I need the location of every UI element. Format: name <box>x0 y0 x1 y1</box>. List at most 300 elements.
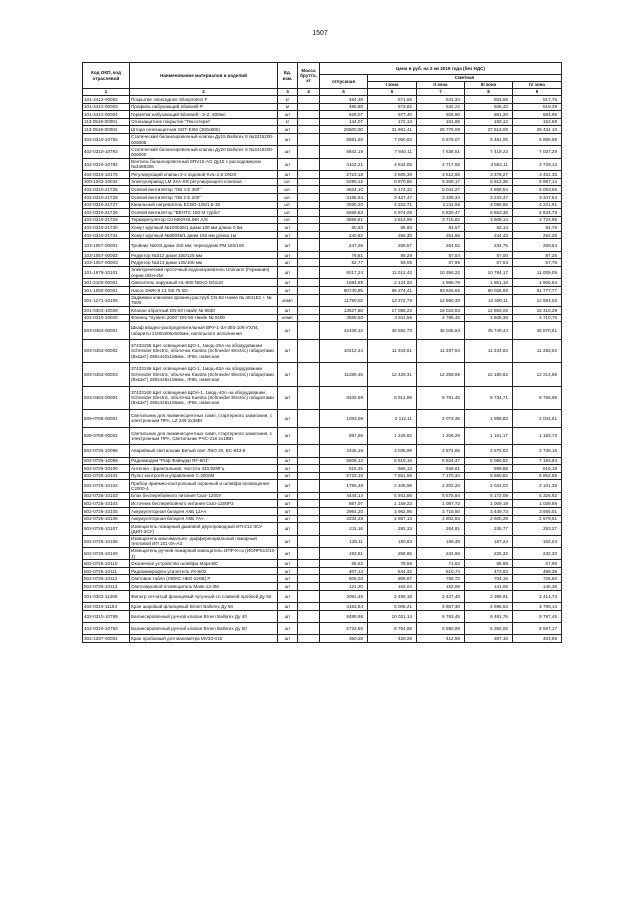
header-release-price: отпускная <box>320 75 368 89</box>
cell-unit: шт <box>278 133 298 145</box>
cell-zone-3: 5 172,09 <box>465 492 513 500</box>
cell-zone-1: 2 124,63 <box>368 279 417 287</box>
cell-zone-1: 8 912,89 <box>368 386 417 409</box>
cell-zone-2: 6 679,07 <box>417 133 465 145</box>
cell-code: 509-0768-00002 <box>83 427 130 445</box>
cell-name: Прибор приемно-контрольный охранный и шлейфа оповещения С2000-4 <box>130 480 278 492</box>
cell-name: Светильник для люминесцентных ламп, стартерного зажигания, с электронным ПРА, Светильник РЧС-218 2х18Вт <box>130 427 278 445</box>
cell-zone-2: 10 356,22 <box>417 267 465 279</box>
cell-zone-1: 79,59 <box>368 560 417 568</box>
cell-zone-2: 6 524,47 <box>417 457 465 465</box>
cell-release-price: 5508,12 <box>320 457 368 465</box>
cell-zone-3: 861,20 <box>465 111 513 119</box>
table-row <box>83 575 562 583</box>
cell-unit: шт <box>278 279 298 287</box>
cell-zone-1: 7 060,63 <box>368 133 417 145</box>
cell-zone-1: 2 112,11 <box>368 409 417 427</box>
column-number-row <box>83 89 562 96</box>
cell-zone-1: 258,30 <box>368 231 417 239</box>
cell-zone-3: 4 695,53 <box>465 603 513 611</box>
cell-zone-2: 169,49 <box>417 535 465 547</box>
cell-release-price: 4153,84 <box>320 603 368 611</box>
cell-name: Осевой вентилятор "BEHTC 150 M турбо" <box>130 209 278 217</box>
table-row <box>83 535 562 547</box>
cell-zone-3: 12 180,62 <box>465 363 513 386</box>
column-number: 2 <box>130 89 278 96</box>
cell-code: 402-0310-21728 <box>83 193 130 201</box>
cell-zone-4: 8 756,99 <box>513 386 562 409</box>
cell-zone-4: 616,18 <box>513 465 562 473</box>
cell-zone-1: 6 754,68 <box>368 623 417 635</box>
cell-zone-1: 269,57 <box>368 239 417 251</box>
cell-unit: шт <box>278 567 298 575</box>
cell-mass <box>298 515 320 523</box>
cell-code: 101-4412-00003 <box>83 103 130 111</box>
cell-name: Фильтр сетчатый фланцевый чугунный со сливной пробкой Ду 50 <box>130 590 278 602</box>
cell-release-price: 5290,12 <box>320 178 368 186</box>
table-row <box>83 409 562 427</box>
cell-code: 402-0310-10792 <box>83 133 130 145</box>
cell-zone-3: 12 490,11 <box>465 294 513 306</box>
cell-zone-2: 7 638,51 <box>417 146 465 158</box>
cell-code: 502-0726-10100 <box>83 465 130 473</box>
cell-zone-1: 11 403,61 <box>368 339 417 362</box>
cell-name: Аккумуляторная батарея АКБ 7Ач <box>130 515 278 523</box>
cell-zone-4: 12 214,68 <box>513 363 562 386</box>
cell-zone-2: 57,95 <box>417 259 465 267</box>
cell-release-price: 350,28 <box>320 635 368 643</box>
cell-release-price: 2234,28 <box>320 515 368 523</box>
cell-release-price: 515,45 <box>320 465 368 473</box>
cell-release-price: 247,28 <box>320 239 368 251</box>
cell-zone-2: 5 575,94 <box>417 492 465 500</box>
cell-zone-2: 3 715,82 <box>417 216 465 224</box>
table-row <box>83 492 562 500</box>
cell-mass <box>298 279 320 287</box>
cell-zone-1: 258,65 <box>368 547 417 559</box>
cell-zone-3: 45 749,44 <box>465 322 513 340</box>
cell-name: Тройник №033 диам 150 мм; переходник РМ 150/160 <box>130 239 278 251</box>
cell-zone-1: 180,63 <box>368 535 417 547</box>
cell-zone-1: 6 870,85 <box>368 178 417 186</box>
cell-zone-3: 225,32 <box>465 547 513 559</box>
cell-zone-4: 4 710,76 <box>513 314 562 322</box>
cell-code: 402-0310-10175 <box>83 171 130 179</box>
cell-mass <box>298 239 320 251</box>
cell-name: 37433156 Щит освещения ЩО-1, 1мод=25А на оборудовании Schneider Electric, оболочка Kaedra (Schneider Electric) габаритами (ВхШхГ) 280х440х156мм., IP65, навесная <box>130 339 278 362</box>
cell-code: 301-2100-00001 <box>83 279 130 287</box>
cell-unit: шт <box>278 224 298 232</box>
cell-code: 502-0726-10106 <box>83 515 130 523</box>
cell-zone-2: 4 857,30 <box>417 603 465 611</box>
cell-name: Задвижка клиновая фланец-раструб CN-63 Hawle № 4041E2 + № 7600 <box>130 294 278 306</box>
cell-zone-3: 3 449,73 <box>465 507 513 515</box>
table-row <box>83 201 562 209</box>
cell-name: Хомут крупный №100035/1 диам 100 мм длина 0,5м <box>130 224 278 232</box>
cell-name: Пульт контроля и управления С-2000М <box>130 472 278 480</box>
cell-zone-2: 5 041,27 <box>417 186 465 194</box>
cell-zone-1: 977,40 <box>368 111 417 119</box>
table-row <box>83 363 562 386</box>
cell-mass <box>298 492 320 500</box>
cell-release-price: 987,59 <box>320 427 368 445</box>
cell-code: 103-1057-00001 <box>83 239 130 251</box>
cell-zone-4: 87,25 <box>513 251 562 259</box>
table-row <box>83 314 562 322</box>
cell-name: Антенна - фрактальная, частота 433,92МГц <box>130 465 278 473</box>
cell-name: Канальный нагреватель ЕСВО-125/1,5-18 <box>130 201 278 209</box>
cell-code: 509-0768-00001 <box>83 409 130 427</box>
cell-zone-4: 162,04 <box>513 535 562 547</box>
cell-unit: шт <box>278 623 298 635</box>
cell-zone-1: 7 840,11 <box>368 146 417 158</box>
cell-zone-1: 46 682,73 <box>368 322 417 340</box>
cell-release-price: 13527,88 <box>320 307 368 315</box>
table-row <box>83 186 562 194</box>
cell-zone-2: 3 339,34 <box>417 193 465 201</box>
cell-name: Световое табло (ЛЮКС НБО-220В) Р <box>130 575 278 583</box>
cell-unit: шт <box>278 307 298 315</box>
table-row <box>83 590 562 602</box>
cell-code: 502-0726-10112 <box>83 575 130 583</box>
table-row <box>83 567 562 575</box>
cell-code: 402-0310-10793 <box>83 146 130 158</box>
cell-code: 503-0463-00003 <box>83 363 130 386</box>
cell-zone-3: 245,77 <box>465 523 513 535</box>
cell-name: Редуктор №213 диам 125/100 мм <box>130 259 278 267</box>
header-unit: Ед. изм. <box>278 63 298 89</box>
table-row <box>83 251 562 259</box>
cell-zone-2: 412,59 <box>417 635 465 643</box>
cell-release-price: 8489,98 <box>320 610 368 622</box>
cell-zone-1: 17 058,22 <box>368 307 417 315</box>
cell-zone-4: 4 729,14 <box>513 158 562 170</box>
cell-release-price: 2445,18 <box>320 445 368 457</box>
cell-code: 402-0310-21731 <box>83 231 130 239</box>
cell-zone-2: 2 202,20 <box>417 480 465 492</box>
table-row <box>83 118 562 126</box>
cell-code: 103-1057-00003 <box>83 259 130 267</box>
cell-unit: шт <box>278 560 298 568</box>
cell-name: Статический балансировочный клапан Ду15 Ballorex S №3315200- 005005 <box>130 133 278 145</box>
table-row <box>83 386 562 409</box>
cell-zone-2: 758,72 <box>417 575 465 583</box>
cell-mass <box>298 294 320 306</box>
cell-zone-2: 152,09 <box>417 583 465 591</box>
cell-unit: комп <box>278 314 298 322</box>
cell-release-price: 59,52 <box>320 560 368 568</box>
cell-zone-4: 3 556,01 <box>513 507 562 515</box>
cell-code: 301-1271-10106 <box>83 294 130 306</box>
cell-release-price: 6842,19 <box>320 146 368 158</box>
cell-release-price: 2723,18 <box>320 171 368 179</box>
cell-release-price: 211,16 <box>320 523 368 535</box>
cell-zone-3: 397,16 <box>465 635 513 643</box>
cell-release-price: 1083,08 <box>320 409 368 427</box>
cell-zone-2: 2 874,85 <box>417 445 465 457</box>
cell-name: Кран шаровый фланцевый Broen Ballorex Ду 50 <box>130 603 278 611</box>
cell-mass <box>298 507 320 515</box>
cell-zone-1: 3 035,99 <box>368 445 417 457</box>
cell-zone-3: 87,00 <box>465 251 513 259</box>
table-row <box>83 231 562 239</box>
cell-zone-2: 510,74 <box>417 567 465 575</box>
cell-mass <box>298 111 320 119</box>
cell-name: Штора огнезащитная ЭОТ-EI60 (300х800) <box>130 126 278 134</box>
cell-zone-1: 12 429,31 <box>368 363 417 386</box>
column-number: 7 <box>417 89 465 96</box>
cell-release-price: 11289,45 <box>320 363 368 386</box>
scan-edge-mark <box>560 0 640 10</box>
cell-mass <box>298 216 320 224</box>
cell-zone-4: 2 034,61 <box>513 409 562 427</box>
cell-code: 201-0303-10028 <box>83 307 130 315</box>
cell-name: Извещатель ручной пожарный извещатель ИПР-К-сх (ИОПР513/10-1) <box>131 548 276 559</box>
cell-unit: шт <box>278 339 298 362</box>
cell-zone-2: 542,22 <box>417 103 465 111</box>
cell-code: 502-0726-10099 <box>83 457 130 465</box>
cell-mass <box>298 623 320 635</box>
cell-unit: шт <box>278 427 298 445</box>
header-name: Наименование материалов и изделий <box>130 63 278 89</box>
cell-name: Огнезащитное покрытие "Тексотерм" <box>130 118 278 126</box>
cell-zone-3: 6 660,62 <box>465 472 513 480</box>
cell-zone-3: 704,15 <box>465 575 513 583</box>
cell-code: 402-0310-10020 <box>83 314 130 322</box>
cell-zone-1: 162,04 <box>368 583 417 591</box>
cell-zone-1: 3 605,39 <box>368 171 417 179</box>
cell-zone-2: 264,52 <box>417 239 465 251</box>
cell-zone-4: 259,64 <box>513 239 562 251</box>
cell-code: 502-0726-10105 <box>83 507 130 515</box>
cell-name: 37433160 Щит освещения ЩОА-1, 1мод=40А на оборудовании Schneider Electric, оболочка Kaedra (Schneider Electric) габаритами (ВхШхГ) 280х448х156мм., IP65, навесная <box>130 386 278 409</box>
cell-unit: м <box>278 103 298 111</box>
cell-mass <box>298 118 320 126</box>
cell-zone-2: 1 087,72 <box>417 500 465 508</box>
cell-name: Насос DWK-8 13 /50.75 5D <box>130 287 278 295</box>
cell-zone-4: 5 326,92 <box>513 492 562 500</box>
header-zone-1: I зона <box>368 82 417 89</box>
cell-zone-4: 5 053,66 <box>513 186 562 194</box>
cell-mass <box>298 583 320 591</box>
column-number: 3 <box>278 89 298 96</box>
cell-zone-3: 2 399,91 <box>465 590 513 602</box>
table-row <box>83 523 562 535</box>
cell-name: Блок бесперебойного питания Скат-1200У <box>130 492 278 500</box>
cell-release-price: 1755,48 <box>320 480 368 492</box>
cell-zone-3: 6 481,06 <box>465 133 513 145</box>
cell-zone-3: 3 609,14 <box>465 216 513 224</box>
cell-zone-2: 264,91 <box>417 523 465 535</box>
cell-code: 300-1043-10032 <box>83 178 130 186</box>
cell-release-price: 605,03 <box>320 575 368 583</box>
cell-code: 503-0463-00002 <box>83 339 130 362</box>
cell-zone-4: 12 684,02 <box>513 294 562 306</box>
cell-name: Статический балансировочный клапан Ду20 Ballorex S №3415200- 006000 <box>130 146 278 158</box>
cell-zone-1: 86,80 <box>368 224 417 232</box>
cell-code: 103-1057-00002 <box>83 251 130 259</box>
cell-mass <box>298 146 320 158</box>
cell-zone-1: 2 345,98 <box>368 480 417 492</box>
cell-code: 502-0726-10104 <box>83 500 130 508</box>
table-row <box>83 480 562 492</box>
table-row <box>83 339 562 362</box>
cell-zone-3: 599,88 <box>465 465 513 473</box>
cell-zone-3: 11 224,83 <box>465 339 513 362</box>
cell-zone-1: 544,32 <box>368 567 417 575</box>
cell-mass <box>298 231 320 239</box>
cell-zone-1: 3 962,95 <box>368 507 417 515</box>
cell-unit: кг <box>278 96 298 104</box>
table-row <box>83 267 562 279</box>
cell-zone-4: 5 834,78 <box>513 209 562 217</box>
cell-mass <box>298 126 320 134</box>
cell-unit: шт <box>278 445 298 457</box>
cell-unit: шт <box>278 603 298 611</box>
cell-mass <box>298 96 320 104</box>
cell-name: Смеситель наружный HL-900 NEKO DN110 <box>130 279 278 287</box>
cell-zone-3: 2 600,29 <box>465 515 513 523</box>
cell-zone-4: 57,76 <box>513 259 562 267</box>
cell-zone-2: 84,57 <box>417 224 465 232</box>
cell-code: 402-0310-21730 <box>83 224 130 232</box>
cell-release-price: 42439,13 <box>320 322 368 340</box>
cell-mass <box>298 224 320 232</box>
table-row <box>83 560 562 568</box>
cell-zone-3: 1 009,19 <box>465 500 513 508</box>
cell-zone-1: 1 226,82 <box>368 427 417 445</box>
cell-zone-4: 6 597,17 <box>513 623 562 635</box>
table-row <box>83 279 562 287</box>
cell-release-price: 2964,20 <box>320 507 368 515</box>
cell-mass <box>298 314 320 322</box>
cell-zone-1: 6 819,19 <box>368 457 417 465</box>
table-row <box>83 146 562 158</box>
cell-zone-3: 10 784,17 <box>465 267 513 279</box>
cell-unit: шт <box>278 492 298 500</box>
cell-zone-4: 517,76 <box>513 96 562 104</box>
table-row <box>83 500 562 508</box>
cell-name: Осевой вентилятор "OB 4 E 350" <box>130 186 278 194</box>
cell-unit: комп <box>278 294 298 306</box>
cell-unit: шт <box>278 507 298 515</box>
column-number: 4 <box>298 89 320 96</box>
cell-unit: шт. <box>278 193 298 201</box>
price-table-body <box>83 96 562 643</box>
header-zone-4: IV зона <box>513 82 562 89</box>
cell-zone-3: 66,88 <box>465 560 513 568</box>
cell-unit: шт. <box>278 201 298 209</box>
cell-unit: шт <box>278 465 298 473</box>
cell-zone-2: 12 860,30 <box>417 294 465 306</box>
table-row <box>83 224 562 232</box>
cell-zone-4: 154,58 <box>513 118 562 126</box>
cell-zone-4: 11 253,62 <box>513 339 562 362</box>
table-row <box>83 583 562 591</box>
cell-zone-4: 2 101,38 <box>513 480 562 492</box>
cell-zone-4: 1 183,73 <box>513 427 562 445</box>
cell-zone-3: 2 043,03 <box>465 480 513 492</box>
header-estimate-title: Сметная <box>368 75 562 82</box>
cell-zone-1: 808,87 <box>368 575 417 583</box>
table-row <box>83 465 562 473</box>
cell-zone-4: 91 777,77 <box>513 287 562 295</box>
cell-zone-2: 9 763,45 <box>417 610 465 622</box>
cell-zone-2: 541,34 <box>417 96 465 104</box>
cell-release-price: 2091,45 <box>320 590 368 602</box>
cell-mass <box>298 445 320 457</box>
cell-code: 402-0310-10789 <box>83 610 130 622</box>
cell-zone-3: 9 481,76 <box>465 610 513 622</box>
table-row <box>83 111 562 119</box>
cell-unit: шт <box>278 259 298 267</box>
cell-code: 502-0726-10108 <box>83 535 130 547</box>
cell-code: 502-0726-10098 <box>83 445 130 457</box>
cell-mass <box>298 267 320 279</box>
cell-zone-4: 232,20 <box>513 547 562 559</box>
cell-zone-3: 57,53 <box>465 259 513 267</box>
cell-name: Извещатель пожарный дымовой двухпроводный ИП-212-3СУ (ДИП-3СУ) <box>130 523 278 535</box>
cell-zone-1: 5 174,32 <box>368 186 417 194</box>
cell-zone-2: 925,60 <box>417 111 465 119</box>
cell-release-price: 80,93 <box>320 224 368 232</box>
cell-zone-2: 11 297,54 <box>417 339 465 362</box>
cell-mass <box>298 178 320 186</box>
cell-mass <box>298 603 320 611</box>
cell-unit: шт <box>278 409 298 427</box>
cell-zone-2: 1 206,29 <box>417 427 465 445</box>
cell-mass <box>298 186 320 194</box>
cell-zone-3: 7 419,23 <box>465 146 513 158</box>
table-row <box>83 457 562 465</box>
cell-zone-3: 473,83 <box>465 567 513 575</box>
header-price-title: Цена в руб. на 2 кв 2019 года (без НДС) <box>320 63 562 75</box>
cell-name: Аварийный светильник Белый свет ЛБО 20, БС-843-8 <box>130 445 278 457</box>
column-number: 8 <box>465 89 513 96</box>
table-row <box>83 635 562 643</box>
cell-zone-1: 3 813,99 <box>368 216 417 224</box>
cell-release-price: 4444,14 <box>320 492 368 500</box>
cell-name: Светильник для люминесцентных ламп, стартерного зажигания, с электронным ПРА, LZ 236 2х36Вт <box>130 409 278 427</box>
cell-release-price: 5723,16 <box>320 472 368 480</box>
cell-release-price: 4102,21 <box>320 158 368 170</box>
cell-mass <box>298 457 320 465</box>
cell-name: Аккумуляторная батарея АКБ 12Ач <box>130 507 278 515</box>
cell-zone-1: 11 012,42 <box>368 267 417 279</box>
cell-mass <box>298 259 320 267</box>
cell-zone-2: 5 820,47 <box>417 209 465 217</box>
cell-unit: шт <box>278 239 298 251</box>
cell-zone-2: 251,66 <box>417 231 465 239</box>
cell-release-price: 5981,50 <box>320 133 368 145</box>
cell-code: 302-1297-00001 <box>83 635 130 643</box>
cell-unit: кг <box>278 118 298 126</box>
cell-release-price: 9217,24 <box>320 267 368 279</box>
cell-zone-2: 4 211,55 <box>417 201 465 209</box>
cell-zone-2: 2 427,45 <box>417 590 465 602</box>
header-mass: Масса брутто, кг <box>298 63 320 89</box>
column-number: 5 <box>320 89 368 96</box>
header-zone-2: II зона <box>417 82 465 89</box>
cell-zone-4: 7 037,29 <box>513 146 562 158</box>
cell-unit: шт <box>278 322 298 340</box>
cell-unit: шт <box>278 610 298 622</box>
cell-zone-3: 1 161,17 <box>465 427 513 445</box>
cell-zone-3: 141,06 <box>465 583 513 591</box>
cell-zone-2: 4 717,55 <box>417 158 465 170</box>
cell-name: Балансировочный ручной клапан Broen Ballorex Ду 40 <box>130 610 278 622</box>
table-row <box>83 158 562 170</box>
